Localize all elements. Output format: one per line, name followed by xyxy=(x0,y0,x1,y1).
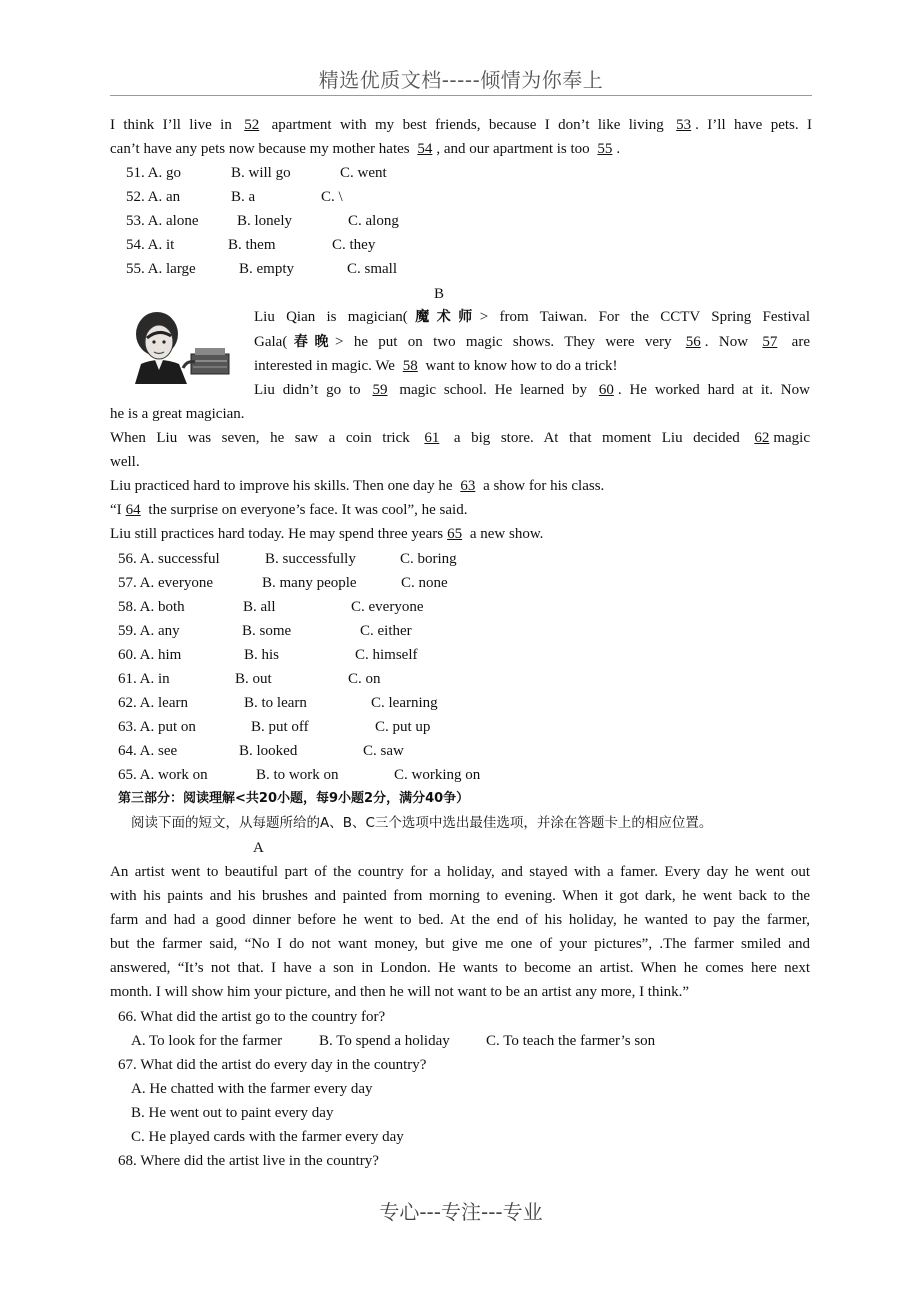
text: “I xyxy=(110,502,122,518)
option-a: 52. A. an xyxy=(126,189,181,205)
text: I think I’ll live in xyxy=(110,117,241,133)
option-b: B. them xyxy=(228,237,276,253)
page-header: 精选优质文档-----倾情为你奉上 xyxy=(318,68,604,92)
text: . xyxy=(616,141,621,157)
option-a: 62. A. learn xyxy=(118,695,188,711)
text: the surprise on everyone’s face. It was cool”, he said. xyxy=(144,502,468,518)
option-c: C. they xyxy=(332,237,376,253)
option-c: C. \ xyxy=(321,189,343,205)
text: can’t have any pets now because my mother hates xyxy=(110,141,414,157)
text: a new show. xyxy=(466,526,544,542)
option-a: 60. A. him xyxy=(118,647,182,663)
option-c: C. saw xyxy=(363,743,404,759)
option-a: 51. A. go xyxy=(126,165,182,181)
option-b: B. put off xyxy=(251,719,309,735)
option-a: 64. A. see xyxy=(118,743,178,759)
reading-a-line: An artist went to beautiful part of the country for a holiday, and stayed with a famer. Every day he went out xyxy=(110,864,810,880)
text: . Now xyxy=(704,334,759,350)
option-a: 58. A. both xyxy=(118,599,185,615)
blank-58: 58 xyxy=(402,358,418,374)
option-b: B. many people xyxy=(262,575,357,591)
text: apartment with my best friends, because I don’t like living xyxy=(263,117,673,133)
passage-b-line-7: well. xyxy=(110,454,140,470)
option-b: B. all xyxy=(243,599,276,615)
section-b-label: B xyxy=(434,286,445,302)
blank-65: 65 xyxy=(447,526,463,542)
blank-54: 54 xyxy=(417,141,433,157)
option-c: C. himself xyxy=(355,647,418,663)
magician-photo xyxy=(129,308,237,384)
option-c: C. boring xyxy=(400,551,457,567)
text: a show for his class. xyxy=(479,478,605,494)
option-a: A. He chatted with the farmer every day xyxy=(131,1081,373,1097)
option-b: B. out xyxy=(235,671,272,687)
text: want to know how to do a trick! xyxy=(421,358,618,374)
option-b: B. successfully xyxy=(265,551,356,567)
passage-b-line-9 xyxy=(110,500,467,520)
option-b: B. He went out to paint every day xyxy=(131,1105,334,1121)
page-footer: 专心---专注---专业 xyxy=(379,1200,543,1224)
blank-59: 59 xyxy=(372,382,388,398)
text: are xyxy=(781,334,810,350)
option-c: C. To teach the farmer’s son xyxy=(486,1033,656,1049)
reading-a-line: but the farmer said, “No I do not want money, but give me one of your pictures”, .The farmer smiled and xyxy=(110,936,810,952)
option-c: C. went xyxy=(340,165,387,181)
reading-a-label: A xyxy=(253,840,264,856)
option-b: B. lonely xyxy=(237,213,292,229)
reading-a-line: answered, “It’s not that. I have a son in London. He wants to become an artist. When he comes here next xyxy=(110,960,810,976)
option-a: 56. A. successful xyxy=(118,551,220,567)
part3-title: 第三部分：阅读理解<共20小题，每9小题2分，满分40争） xyxy=(118,791,470,806)
passage-b-line-8 xyxy=(110,476,604,496)
option-a: 61. A. in xyxy=(118,671,170,687)
header-divider xyxy=(110,95,812,96)
text: . I’ll have pets. I xyxy=(695,117,812,133)
blank-56: 56 xyxy=(685,334,701,350)
option-c: C. He played cards with the farmer every day xyxy=(131,1129,404,1145)
option-a: 55. A. large xyxy=(126,261,196,277)
option-b: B. a xyxy=(231,189,256,205)
blank-62: 62 xyxy=(754,430,770,446)
option-c: C. learning xyxy=(371,695,438,711)
option-b: B. To spend a holiday xyxy=(319,1033,450,1049)
blank-63: 63 xyxy=(460,478,476,494)
option-a: 54. A. it xyxy=(126,237,175,253)
text: Liu Qian is magician( xyxy=(254,309,408,325)
option-a: 57. A. everyone xyxy=(118,575,213,591)
option-a: 65. A. work on xyxy=(118,767,208,783)
option-c: C. put up xyxy=(375,719,431,735)
cloze-line-2 xyxy=(110,139,620,159)
blank-52: 52 xyxy=(244,117,260,133)
option-b: B. his xyxy=(244,647,280,663)
cloze-line-1 xyxy=(110,115,812,135)
blank-60: 60 xyxy=(598,382,614,398)
text: . He worked hard at it. Now xyxy=(617,382,810,398)
passage-b-line-3 xyxy=(254,356,618,376)
text: > from Taiwan. For the CCTV Spring Festival xyxy=(479,309,810,325)
blank-55: 55 xyxy=(597,141,613,157)
option-b: B. to learn xyxy=(244,695,307,711)
blank-57: 57 xyxy=(762,334,778,350)
reading-a-line: month. I will show him your picture, and then he will not want to be an artist any more, I think.” xyxy=(110,984,690,1000)
option-a: A. To look for the farmer xyxy=(131,1033,283,1049)
option-c: C. none xyxy=(401,575,448,591)
option-c: C. either xyxy=(360,623,412,639)
passage-b-line-6 xyxy=(110,428,810,448)
text: , and our apartment is too xyxy=(436,141,594,157)
text: Liu practiced hard to improve his skills. Then one day he xyxy=(110,478,457,494)
text: > he put on two magic shows. They were very xyxy=(335,334,682,350)
text: magic school. He learned by xyxy=(391,382,595,398)
option-c: C. on xyxy=(348,671,381,687)
text: Liu didn’t go to xyxy=(254,382,369,398)
option-a: 53. A. alone xyxy=(126,213,199,229)
option-a: 63. A. put on xyxy=(118,719,196,735)
passage-b-line-5: he is a great magician. xyxy=(110,406,245,422)
option-b: B. looked xyxy=(239,743,298,759)
reading-a-line: with his paints and his brushes and painted from morning to evening. When it got dark, he went back to the xyxy=(110,888,810,904)
option-c: C. small xyxy=(347,261,398,277)
passage-b-line-10 xyxy=(110,524,543,544)
passage-b-line-1 xyxy=(254,307,810,327)
option-b: B. will go xyxy=(231,165,291,181)
option-c: C. along xyxy=(348,213,399,229)
chinese-gloss: 春晚 xyxy=(287,334,336,350)
option-b: B. some xyxy=(242,623,292,639)
option-c: C. working on xyxy=(394,767,481,783)
text: Gala( xyxy=(254,334,288,350)
text: interested in magic. We xyxy=(254,358,399,374)
passage-b-line-4 xyxy=(254,380,810,400)
question-66: 66. What did the artist go to the country for? xyxy=(118,1009,386,1025)
option-a: 59. A. any xyxy=(118,623,180,639)
blank-61: 61 xyxy=(424,430,440,446)
part3-instruction: 阅读下面的短文，从每题所给的A、B、C三个选项中选出最佳选项，并涂在答题卡上的相应位置。 xyxy=(131,815,713,831)
text: a big store. At that moment Liu decided xyxy=(443,430,751,446)
option-b: B. empty xyxy=(239,261,294,277)
question-68: 68. Where did the artist live in the country? xyxy=(118,1153,379,1169)
text: Liu still practices hard today. He may spend three years xyxy=(110,526,444,542)
text: magic xyxy=(773,430,810,446)
option-c: C. everyone xyxy=(351,599,424,615)
passage-b-line-2 xyxy=(254,332,810,352)
blank-53: 53 xyxy=(676,117,692,133)
option-b: B. to work on xyxy=(256,767,339,783)
question-67: 67. What did the artist do every day in the country? xyxy=(118,1057,427,1073)
chinese-gloss: 魔术师 xyxy=(407,309,480,325)
text: When Liu was seven, he saw a coin trick xyxy=(110,430,421,446)
blank-64: 64 xyxy=(125,502,141,518)
reading-a-line: farm and had a good dinner before he went to bed. At the end of his holiday, he wanted to pay the farmer, xyxy=(110,912,810,928)
